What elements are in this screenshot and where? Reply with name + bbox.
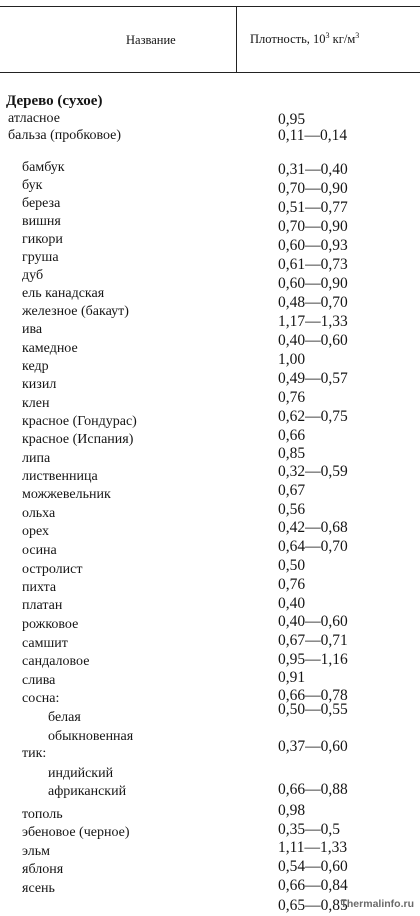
row-density-value: 0,95 [278, 111, 306, 128]
row-name: кедр [22, 359, 49, 374]
row-density-value: 0,50—0,55 [278, 701, 348, 718]
group-title-wood-dry: Дерево (сухое) [6, 93, 103, 109]
row-name: клен [22, 396, 50, 411]
row-name: ель канадская [22, 286, 105, 301]
row-density-value: 0,48—0,70 [278, 294, 348, 311]
row-density-value: 0,40—0,60 [278, 613, 348, 630]
row-density-value: 0,98 [278, 802, 306, 819]
row-density-value: 0,85 [278, 445, 306, 462]
row-name: бук [22, 178, 43, 193]
row-density-value: 0,54—0,60 [278, 858, 348, 875]
row-density-value: 0,51—0,77 [278, 199, 348, 216]
row-name: осина [22, 543, 57, 558]
density-header-unit: кг/м [329, 32, 356, 47]
watermark: Thermalinfo.ru [340, 898, 414, 910]
row-name: дуб [22, 268, 44, 283]
row-name: индийский [48, 766, 114, 781]
row-density-value: 1,00 [278, 351, 306, 368]
density-column-header [250, 31, 359, 47]
row-name: африканский [48, 784, 127, 799]
row-name: слива [22, 673, 56, 688]
row-density-value: 0,40 [278, 595, 306, 612]
row-density-value: 0,56 [278, 501, 306, 518]
row-density-value: 0,61—0,73 [278, 256, 348, 273]
table-header-rule [0, 72, 420, 73]
table-top-rule [0, 6, 420, 7]
density-header-text: Плотность, 10 [250, 32, 326, 47]
row-density-value: 0,67 [278, 482, 306, 499]
row-density-value: 0,11—0,14 [278, 127, 348, 144]
row-density-value: 0,60—0,93 [278, 237, 348, 254]
row-density-value: 0,66—0,78 [278, 687, 348, 704]
row-name: камедное [22, 341, 78, 356]
row-name: красное (Гондурас) [22, 414, 137, 429]
row-density-value: 0,65—0,85 [278, 897, 348, 914]
row-density-value: 0,40—0,60 [278, 332, 348, 349]
row-name: ива [22, 322, 43, 337]
row-name: атласное [8, 111, 60, 126]
row-name: рожковое [22, 617, 79, 632]
row-name: остролист [22, 562, 83, 577]
row-name: эльм [22, 844, 50, 859]
density-header-exponent: 3 [325, 31, 330, 40]
row-name: липа [22, 451, 51, 466]
row-name: тик: [22, 746, 47, 761]
row-name: тополь [22, 807, 63, 822]
row-name: железное (бакаут) [22, 304, 129, 319]
row-name: ясень [22, 881, 55, 896]
row-name: орех [22, 524, 50, 539]
row-name: ольха [22, 506, 56, 521]
row-density-value: 0,37—0,60 [278, 738, 348, 755]
row-density-value: 0,62—0,75 [278, 408, 348, 425]
row-name: белая [48, 710, 81, 725]
row-density-value: 0,66 [278, 427, 306, 444]
row-name: груша [22, 250, 59, 265]
row-density-value: 0,60—0,90 [278, 275, 348, 292]
row-name: гикори [22, 232, 63, 247]
row-name: эбеновое (черное) [22, 825, 130, 840]
row-density-value: 0,50 [278, 557, 306, 574]
row-density-value: 0,67—0,71 [278, 632, 348, 649]
row-name: бамбук [22, 160, 65, 175]
row-density-value: 0,95—1,16 [278, 651, 348, 668]
row-density-value: 1,17—1,33 [278, 313, 348, 330]
row-name: красное (Испания) [22, 432, 134, 447]
row-density-value: 0,66—0,84 [278, 877, 348, 894]
row-name: пихта [22, 580, 57, 595]
header-column-divider [236, 6, 237, 72]
row-name: можжевельник [22, 487, 111, 502]
row-name: платан [22, 598, 63, 613]
row-name: сосна: [22, 691, 60, 706]
row-density-value: 0,49—0,57 [278, 370, 348, 387]
row-density-value: 1,11—1,33 [278, 839, 348, 856]
density-header-unit-exponent: 3 [355, 31, 360, 40]
row-name: вишня [22, 214, 61, 229]
name-column-header: Название [126, 33, 176, 47]
row-name: лиственница [22, 469, 98, 484]
row-density-value: 0,76 [278, 576, 306, 593]
row-density-value: 0,91 [278, 669, 306, 686]
row-density-value: 0,31—0,40 [278, 161, 348, 178]
row-name: береза [22, 196, 61, 211]
row-density-value: 0,64—0,70 [278, 538, 348, 555]
row-density-value: 0,42—0,68 [278, 519, 348, 536]
row-density-value: 0,66—0,88 [278, 781, 348, 798]
row-name: кизил [22, 377, 57, 392]
row-density-value: 0,32—0,59 [278, 463, 348, 480]
row-density-value: 0,76 [278, 389, 306, 406]
row-name: самшит [22, 636, 68, 651]
row-name: обыкновенная [48, 729, 134, 744]
row-name: бальза (пробковое) [8, 128, 122, 143]
row-name: яблоня [22, 862, 64, 877]
row-density-value: 0,70—0,90 [278, 180, 348, 197]
row-name: сандаловое [22, 654, 90, 669]
row-density-value: 0,70—0,90 [278, 218, 348, 235]
row-density-value: 0,35—0,5 [278, 821, 340, 838]
